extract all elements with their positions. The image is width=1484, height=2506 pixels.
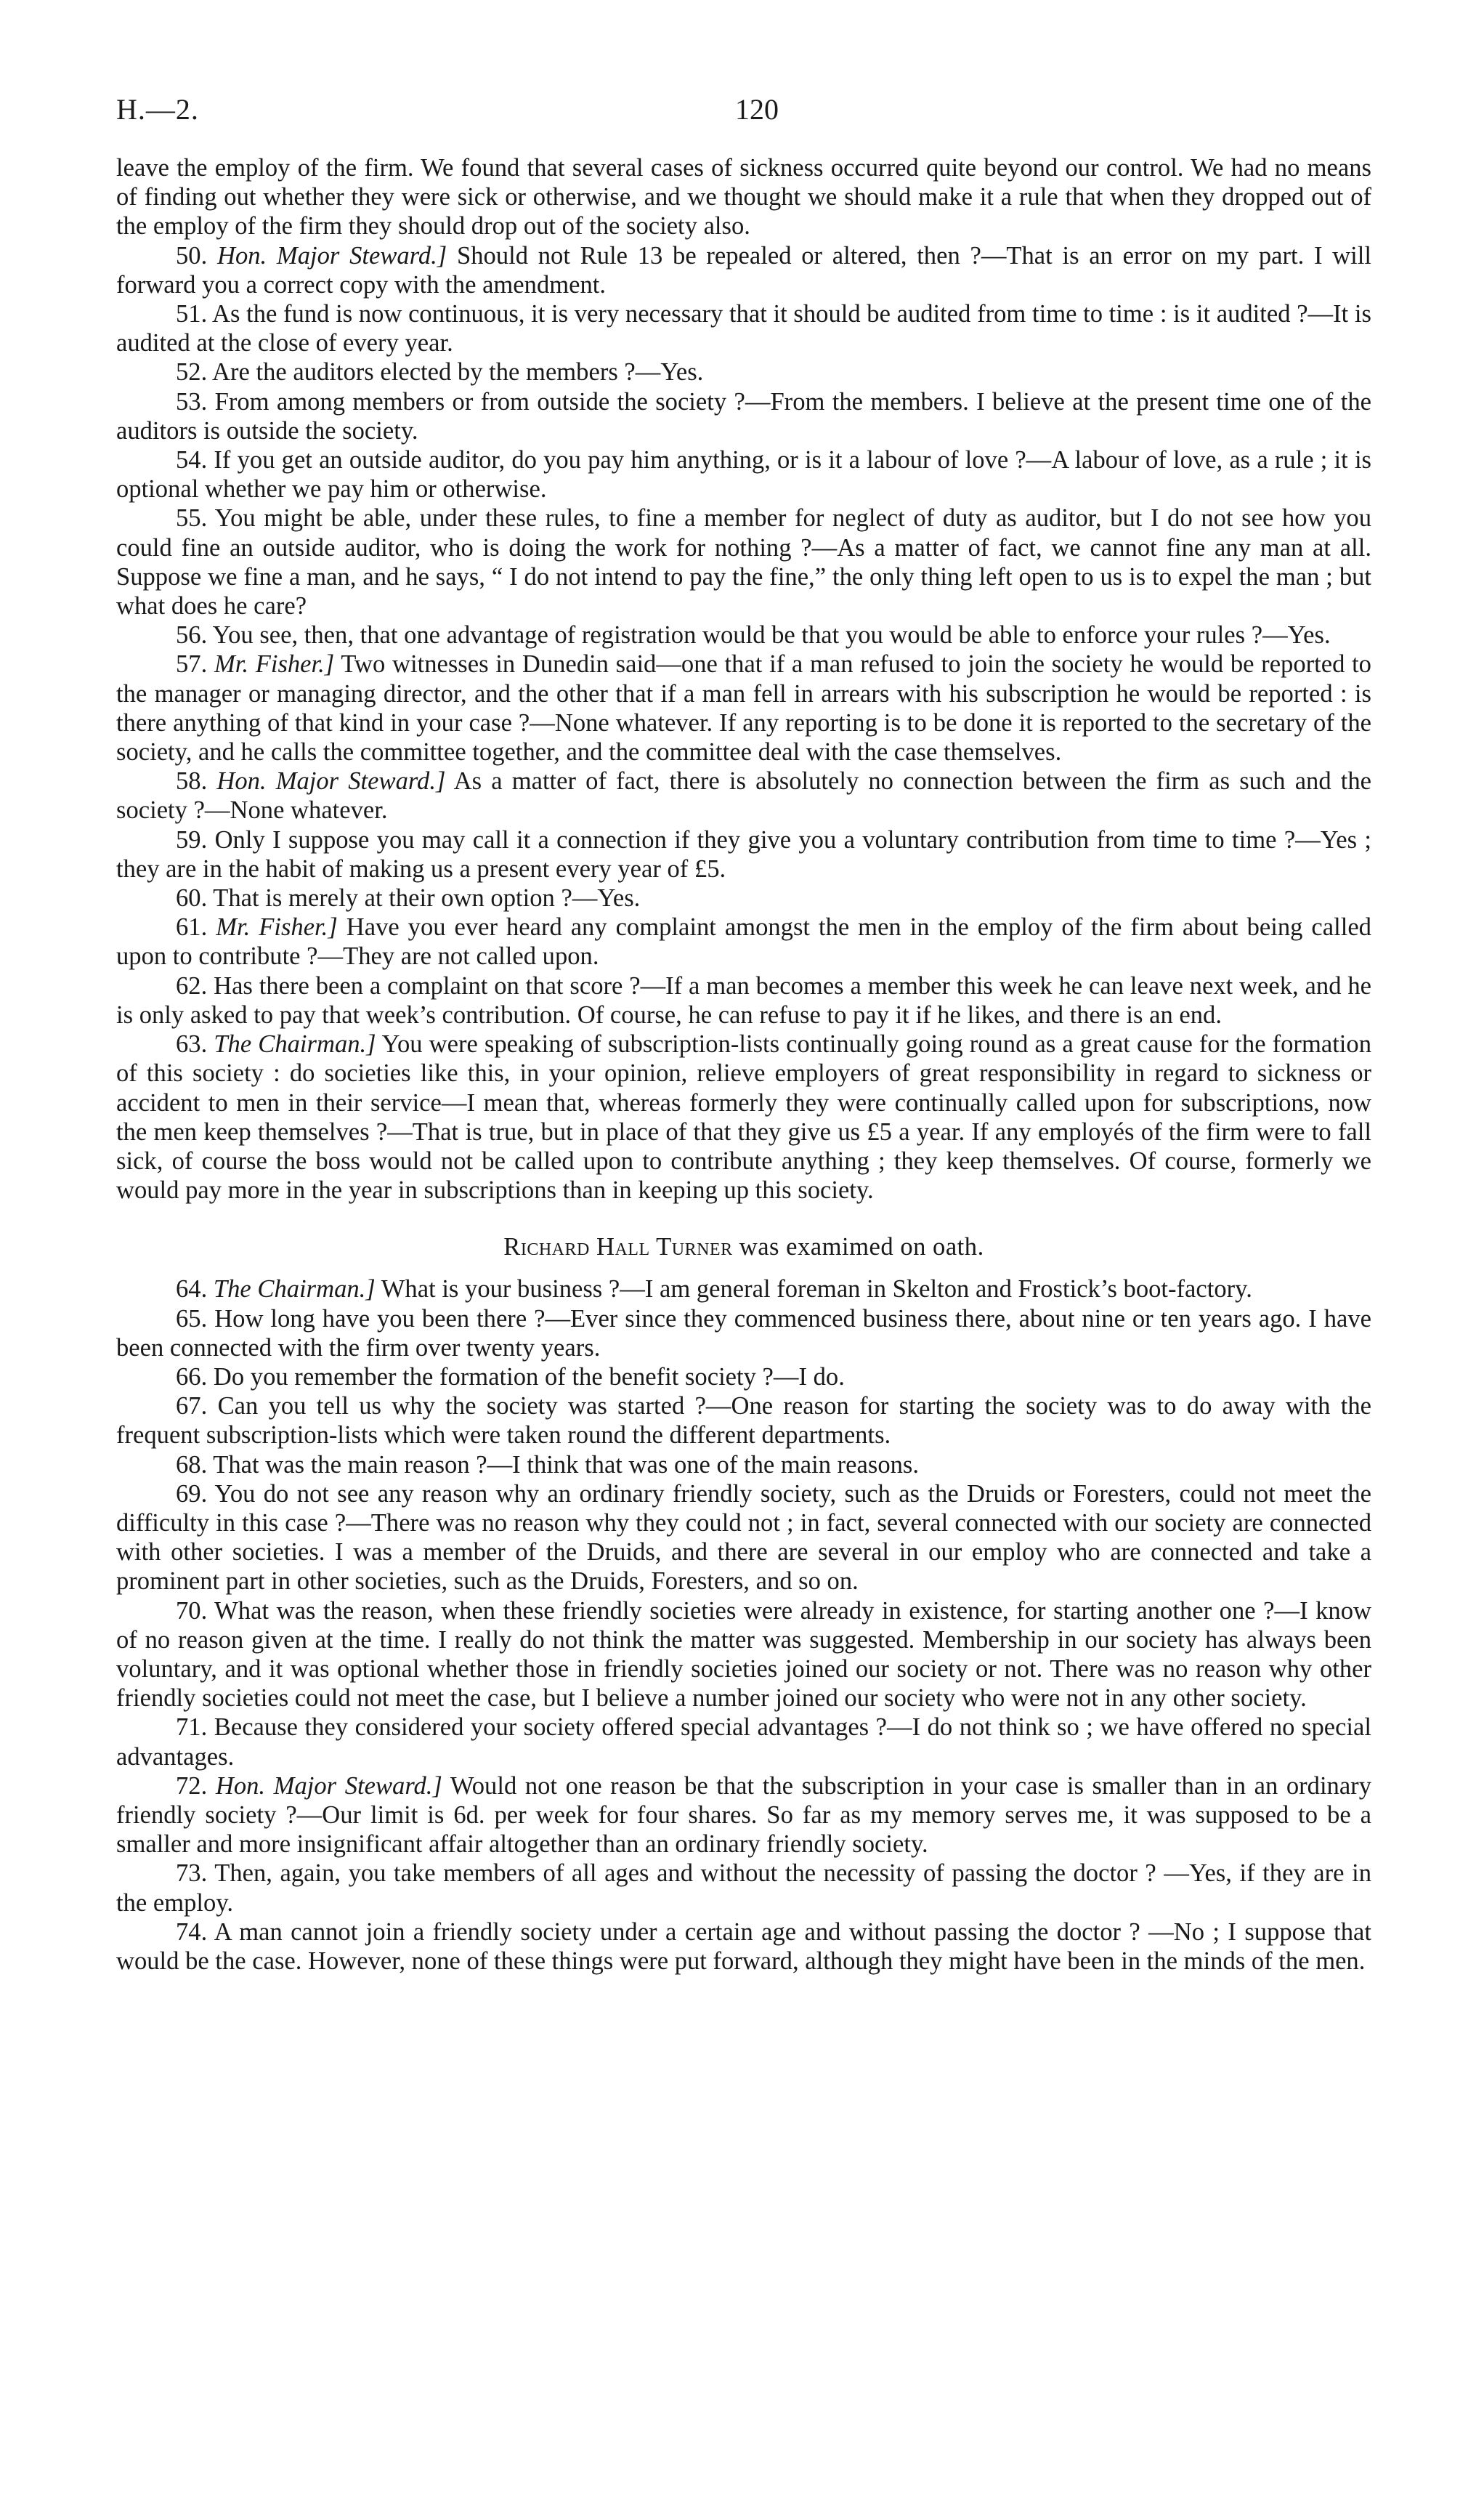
- question-number: 59.: [176, 825, 208, 854]
- witness-heading: [116, 1232, 1371, 1261]
- paragraph: [116, 1274, 1371, 1303]
- paragraph: [116, 650, 1371, 767]
- paragraph: [116, 971, 1371, 1030]
- speaker: The Chairman.]: [214, 1030, 376, 1059]
- question-number: 53.: [176, 387, 208, 416]
- body-text: [116, 153, 1371, 1976]
- question-number: 65.: [176, 1304, 208, 1333]
- paragraph: [116, 387, 1371, 445]
- question-number: 69.: [176, 1479, 208, 1508]
- speaker: The Chairman.]: [213, 1275, 376, 1303]
- question-number: 63.: [176, 1030, 208, 1059]
- paragraph-text: Can you tell us why the society was started ?—One reason for starting the society was to do away with the frequent subscription-lists which were taken round the different departments.: [116, 1392, 1371, 1450]
- paragraph: [116, 299, 1371, 357]
- paragraph: [116, 767, 1371, 825]
- question-number: 74.: [176, 1917, 208, 1946]
- testimony-section-1: [116, 153, 1371, 1205]
- question-number: 66.: [176, 1362, 208, 1391]
- paragraph-text: Should not Rule 13 be repealed or altered, then ?—That is an error on my part. I will forward you a correct copy with the amendment.: [116, 241, 1372, 299]
- paragraph: [116, 241, 1371, 299]
- paragraph: [116, 884, 1371, 913]
- paragraph: [116, 913, 1371, 971]
- paragraph-text: Would not one reason be that the subscription in your case is smaller than in an ordinary friendly society ?—Our limit is 6d. per week for four shares. So far as my memory serves me, it was supposed to be a smaller and more insignificant affair altogether than an ordinary friendly society.: [116, 1771, 1371, 1859]
- speaker: Mr. Fisher.]: [216, 913, 338, 942]
- paragraph: [116, 1030, 1371, 1205]
- document-reference: H.—2.: [116, 93, 199, 126]
- paragraph-text: As the fund is now continuous, it is very necessary that it should be audited from time to time : is it audited ?—It is audited at the close of every year.: [116, 300, 1371, 357]
- paragraph-text: You do not see any reason why an ordinary friendly society, such as the Druids or Foresters, could not meet the difficulty in this case ?—There was no reason why they could not ; in fact, several connected with our society are connected with other societies. I was a member of the Druids, and there are several in our employ who are connected and take a prominent part in other societies, such as the Druids, Foresters, and so on.: [116, 1479, 1371, 1596]
- speaker: Mr. Fisher.]: [214, 650, 335, 679]
- paragraph-text: You were speaking of subscription-lists continually going round as a great cause for the formation of this society : do societies like this, in your opinion, relieve employers of great responsibility in regard to sickness or accident to men in their service—I mean that, whereas formerly they were continually called upon for subscriptions, now the men keep themselves ?—That is true, but in place of that they give us £5 a year. If any employés of the firm were to fall sick, of course the boss would not be called upon to contribute anything ; they keep themselves. Of course, formerly we would pay more in the year in subscriptions than in keeping up this society.: [116, 1030, 1371, 1205]
- paragraph: [116, 1713, 1371, 1771]
- paragraph: [116, 1917, 1371, 1976]
- paragraph: [116, 445, 1371, 504]
- paragraph-text: What is your business ?—I am general foreman in Skelton and Frostick’s boot-factory.: [381, 1275, 1252, 1303]
- question-number: 62.: [176, 971, 208, 1000]
- paragraph: [116, 1771, 1371, 1859]
- witness-name: Richard Hall Turner: [503, 1233, 733, 1261]
- paragraph-text: As a matter of fact, there is absolutely no connection between the firm as such and the society ?—None whatever.: [116, 767, 1371, 825]
- paragraph: [116, 1596, 1371, 1713]
- paragraph-text: Has there been a complaint on that score ?—If a man becomes a member this week he can leave next week, and he is only asked to pay that week’s contribution. Of course, he can refuse to pay it if he likes, and there is an end.: [116, 971, 1371, 1029]
- question-number: 67.: [176, 1392, 208, 1420]
- question-number: 52.: [176, 358, 208, 387]
- question-number: 54.: [176, 446, 208, 474]
- paragraph-text: You might be able, under these rules, to fine a member for neglect of duty as auditor, but I do not see how you could fine an outside auditor, who is doing the work for nothing ?—As a matter of fact, we cannot fine any man at all. Suppose we fine a man, and he says, “ I do not intend to pay the fine,” the only thing left open to us is to expel the man ; but what does he care?: [116, 504, 1371, 621]
- paragraph: [116, 1450, 1371, 1479]
- paragraph-text: From among members or from outside the society ?—From the members. I believe at the present time one of the auditors is outside the society.: [116, 387, 1371, 445]
- paragraph: [116, 1479, 1371, 1596]
- paragraph: [116, 1304, 1371, 1362]
- page-number: 120: [735, 93, 779, 126]
- paragraph: [116, 1362, 1371, 1391]
- paragraph: [116, 825, 1371, 884]
- paragraph: [116, 153, 1371, 241]
- paragraph-text: That is merely at their own option ?—Yes.: [213, 884, 641, 913]
- witness-heading-text: was examimed on oath.: [732, 1233, 984, 1261]
- paragraph: [116, 357, 1371, 387]
- paragraph-text: You see, then, that one advantage of registration would be that you would be able to enforce your rules ?—Yes.: [212, 621, 1331, 650]
- testimony-section-2: [116, 1274, 1371, 1976]
- question-number: 61.: [176, 913, 208, 942]
- paragraph-text: What was the reason, when these friendly societies were already in existence, for starting another one ?—I know of no reason given at the time. I really do not think the matter was suggested. Membership in our society has always been voluntary, and it was optional whether those in friendly societies joined our society or not. There was no reason why other friendly societies could not meet the case, but I believe a number joined our society who were not in any other society.: [116, 1596, 1371, 1713]
- question-number: 50.: [176, 241, 208, 270]
- paragraph-text: How long have you been there ?—Ever since they commenced business there, about nine or ten years ago. I have been connected with the firm over twenty years.: [116, 1304, 1371, 1362]
- paragraph: [116, 504, 1371, 621]
- question-number: 51.: [176, 300, 208, 328]
- paragraph-text: Do you remember the formation of the benefit society ?—I do.: [213, 1362, 845, 1391]
- question-number: 68.: [176, 1450, 208, 1479]
- speaker: Hon. Major Steward.]: [215, 1771, 442, 1800]
- question-number: 57.: [176, 650, 208, 679]
- speaker: Hon. Major Steward.]: [216, 767, 446, 796]
- paragraph-text: Then, again, you take members of all ages and without the necessity of passing the doctor ? —Yes, if they are in the employ.: [116, 1859, 1371, 1917]
- paragraph-text: That was the main reason ?—I think that was one of the main reasons.: [213, 1450, 920, 1479]
- question-number: 58.: [176, 767, 208, 796]
- paragraph-text: Because they considered your society offered special advantages ?—I do not think so ; we have offered no special advantages.: [116, 1713, 1371, 1771]
- paragraph-text: A man cannot join a friendly society under a certain age and without passing the doctor ? —No ; I suppose that would be the case. However, none of these things were put forward, although they might have been in the minds of the men.: [116, 1917, 1371, 1975]
- paragraph-text: Two witnesses in Dunedin said—one that if a man refused to join the society he would be reported to the manager or managing director, and the other that if a man fell in arrears with his subscription he would be reported : is there anything of that kind in your case ?—None whatever. If any reporting is to be done it is reported to the secretary of the society, and he calls the committee together, and the committee deal with the case themselves.: [116, 650, 1371, 767]
- paragraph: [116, 1859, 1371, 1917]
- paragraph: [116, 621, 1371, 650]
- question-number: 55.: [176, 504, 208, 533]
- paragraph-text: leave the employ of the firm. We found that several cases of sickness occurred quite beyond our control. We had no means of finding out whether they were sick or otherwise, and we thought we should make it a rule that when they dropped out of the employ of the firm they should drop out of the society also.: [116, 154, 1371, 241]
- paragraph-text: Have you ever heard any complaint amongst the men in the employ of the firm about being called upon to contribute ?—They are not called upon.: [116, 913, 1371, 971]
- question-number: 56.: [176, 621, 208, 650]
- page-header: [116, 91, 1371, 142]
- question-number: 72.: [176, 1771, 208, 1800]
- question-number: 71.: [176, 1713, 208, 1742]
- question-number: 60.: [176, 884, 208, 913]
- paragraph-text: Are the auditors elected by the members ?—Yes.: [211, 358, 704, 387]
- paragraph-text: Only I suppose you may call it a connection if they give you a voluntary contribution from time to time ?—Yes ; they are in the habit of making us a present every year of £5.: [116, 825, 1371, 883]
- paragraph: [116, 1391, 1371, 1450]
- question-number: 64.: [176, 1275, 208, 1303]
- question-number: 70.: [176, 1596, 208, 1625]
- speaker: Hon. Major Steward.]: [216, 241, 447, 270]
- paragraph-text: If you get an outside auditor, do you pay him anything, or is it a labour of love ?—A labour of love, as a rule ; it is optional whether we pay him or otherwise.: [116, 446, 1372, 504]
- question-number: 73.: [176, 1859, 208, 1888]
